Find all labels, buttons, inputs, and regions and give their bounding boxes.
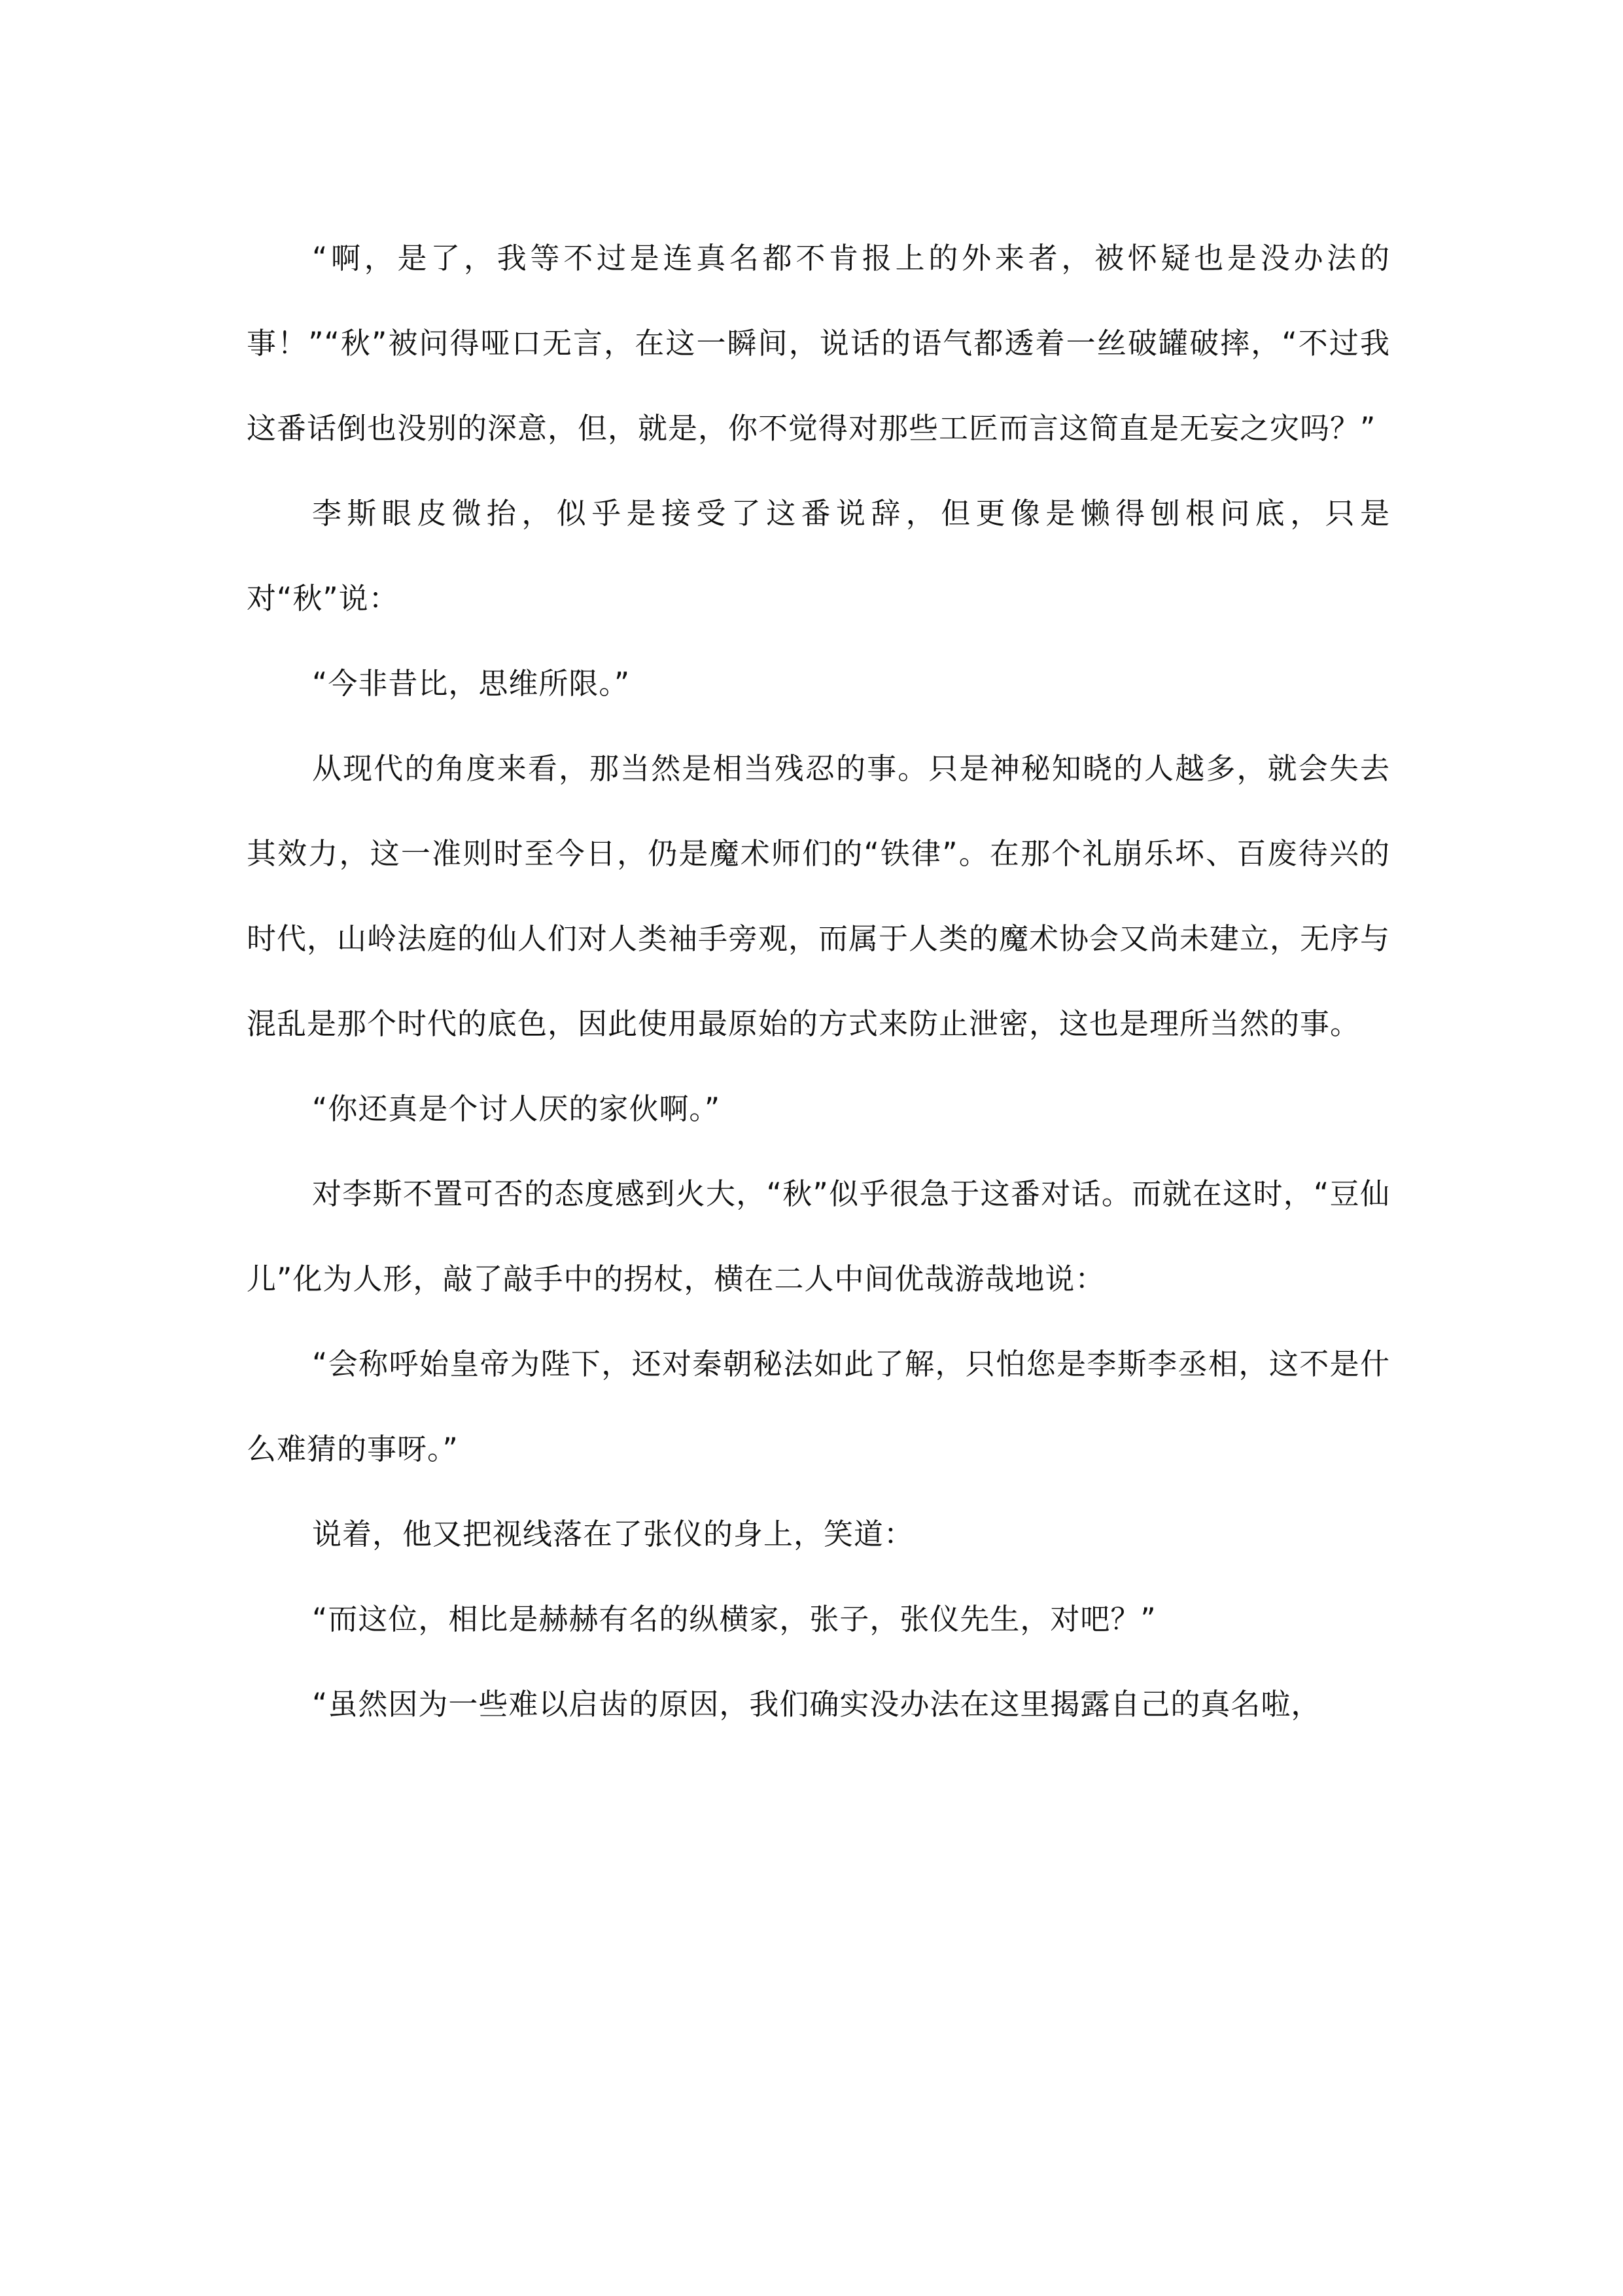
paragraph: “会称呼始皇帝为陛下，还对秦朝秘法如此了解，只怕您是李斯李丞相，这不是什么难猜的事呀。” (247, 1347, 1390, 1466)
paragraph: “你还真是个讨人厌的家伙啊。” (312, 1091, 721, 1126)
paragraph: “而这位，相比是赫赫有名的纵横家，张子，张仪先生，对吧？” (312, 1602, 1157, 1636)
paragraph: “今非昔比，思维所限。” (312, 666, 631, 701)
document-body (247, 216, 1390, 1747)
paragraph: 对李斯不置可否的态度感到火大，“秋”似乎很急于这番对话。而就在这时，“豆仙儿”化为人形，敲了敲手中的拐杖，横在二人中间优哉游哉地说： (247, 1176, 1390, 1296)
paragraph: 从现代的角度来看，那当然是相当残忍的事。只是神秘知晓的人越多，就会失去其效力，这一准则时至今日，仍是魔术师们的“铁律”。在那个礼崩乐坏、百废待兴的时代，山岭法庭的仙人们对人类袖手旁观，而属于人类的魔术协会又尚未建立，无序与混乱是那个时代的底色，因此使用最原始的方式来防止泄密，这也是理所当然的事。 (247, 751, 1391, 1041)
paragraph: “啊，是了，我等不过是连真名都不肯报上的外来者，被怀疑也是没办法的事！”“秋”被问得哑口无言，在这一瞬间，说话的语气都透着一丝破罐破摔，“不过我这番话倒也没别的深意，但，就是，你不觉得对那些工匠而言这简直是无妄之灾吗？” (247, 241, 1390, 446)
paragraph: 李斯眼皮微抬，似乎是接受了这番说辞，但更像是懒得刨根问底，只是对“秋”说： (247, 496, 1390, 616)
paragraph: 说着，他又把视线落在了张仪的身上，笑道： (312, 1517, 915, 1551)
paragraph: “虽然因为一些难以启齿的原因，我们确实没办法在这里揭露自己的真名啦， (312, 1687, 1321, 1722)
